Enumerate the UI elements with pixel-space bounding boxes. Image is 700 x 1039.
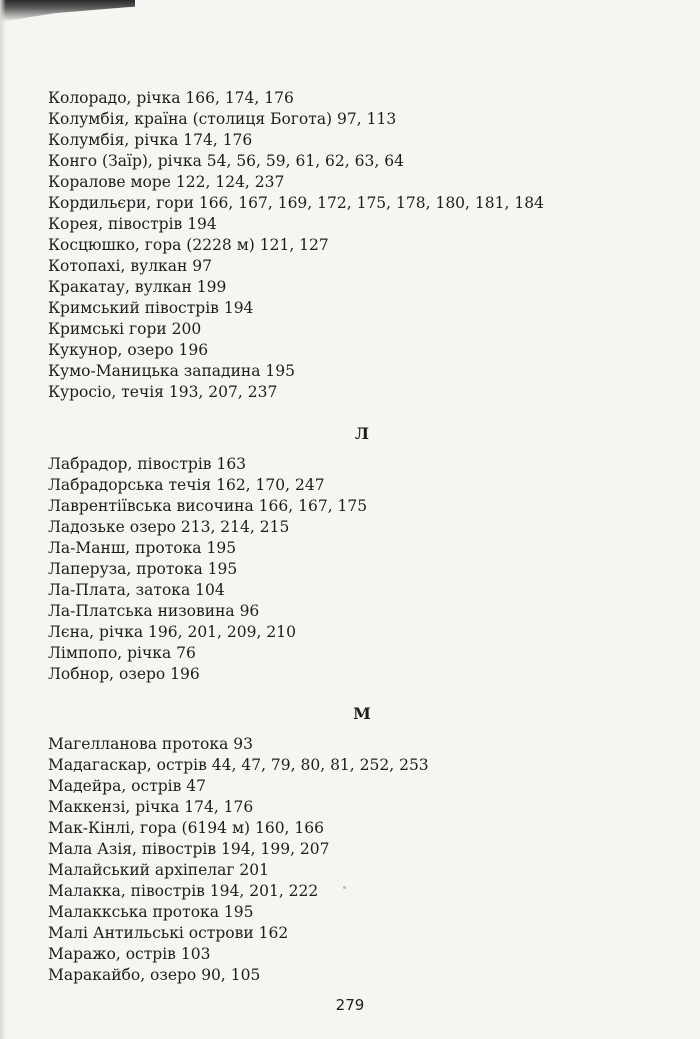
index-entry: Лаперуза, протока 195 xyxy=(48,560,238,578)
index-entry: Кукунор, озеро 196 xyxy=(48,341,209,359)
index-entry: Малаккська протока 195 xyxy=(48,903,254,921)
index-entry: Магелланова протока 93 xyxy=(48,735,253,753)
index-entry: Мак-Кінлі, гора (6194 м) 160, 166 xyxy=(48,819,324,837)
index-entry: Колумбія, річка 174, 176 xyxy=(48,131,253,149)
index-entry: Кримські гори 200 xyxy=(48,320,202,338)
index-entry: Лобнор, озеро 196 xyxy=(48,665,200,683)
index-entry: Колорадо, річка 166, 174, 176 xyxy=(48,89,294,107)
index-entry: Лєна, річка 196, 201, 209, 210 xyxy=(48,623,296,641)
index-section-k xyxy=(48,88,608,403)
section-heading-l: Л xyxy=(354,424,370,443)
scan-corner-shadow xyxy=(0,0,135,22)
index-entry: Малі Антильські острови 162 xyxy=(48,924,289,942)
index-entry: Куросіо, течія 193, 207, 237 xyxy=(48,383,278,401)
index-entry: Котопахі, вулкан 97 xyxy=(48,257,212,275)
index-entry: Ладозьке озеро 213, 214, 215 xyxy=(48,518,290,536)
index-entry: Кумо-Маницька западина 195 xyxy=(48,362,296,380)
index-entry: Мала Азія, півострів 194, 199, 207 xyxy=(48,840,330,858)
index-entry: Кримський півострів 194 xyxy=(48,299,254,317)
index-entry: Ла-Платська низовина 96 xyxy=(48,602,260,620)
page-number: 279 xyxy=(335,996,365,1014)
index-section-m xyxy=(48,734,608,986)
index-entry: Коралове море 122, 124, 237 xyxy=(48,173,285,191)
index-entry: Мадейра, острів 47 xyxy=(48,777,207,795)
index-entry: Ла-Плата, затока 104 xyxy=(48,581,225,599)
index-entry: Ла-Манш, протока 195 xyxy=(48,539,237,557)
index-entry: Кордильєри, гори 166, 167, 169, 172, 175, 178, 180, 181, 184 xyxy=(48,194,544,212)
section-heading-m: М xyxy=(353,704,371,723)
scan-left-edge xyxy=(0,0,6,1039)
index-entry: Лімпопо, річка 76 xyxy=(48,644,196,662)
index-section-l xyxy=(48,454,608,685)
index-entry: Малайський архіпелаг 201 xyxy=(48,861,270,879)
index-entry: Маракайбо, озеро 90, 105 xyxy=(48,966,261,984)
scan-speck xyxy=(343,886,346,889)
index-entry: Лабрадорська течія 162, 170, 247 xyxy=(48,476,325,494)
index-entry: Лаврентіївська височина 166, 167, 175 xyxy=(48,497,368,515)
index-entry: Корея, півострів 194 xyxy=(48,215,217,233)
index-entry: Лабрадор, півострів 163 xyxy=(48,455,247,473)
index-entry: Маражо, острів 103 xyxy=(48,945,211,963)
index-entry: Маккензі, річка 174, 176 xyxy=(48,798,254,816)
index-entry: Малакка, півострів 194, 201, 222 xyxy=(48,882,319,900)
index-entry: Конго (Заїр), річка 54, 56, 59, 61, 62, 63, 64 xyxy=(48,152,404,170)
index-entry: Мадагаскар, острів 44, 47, 79, 80, 81, 252, 253 xyxy=(48,756,429,774)
index-entry: Косцюшко, гора (2228 м) 121, 127 xyxy=(48,236,329,254)
index-entry: Колумбія, країна (столиця Богота) 97, 113 xyxy=(48,110,397,128)
index-entry: Кракатау, вулкан 199 xyxy=(48,278,227,296)
